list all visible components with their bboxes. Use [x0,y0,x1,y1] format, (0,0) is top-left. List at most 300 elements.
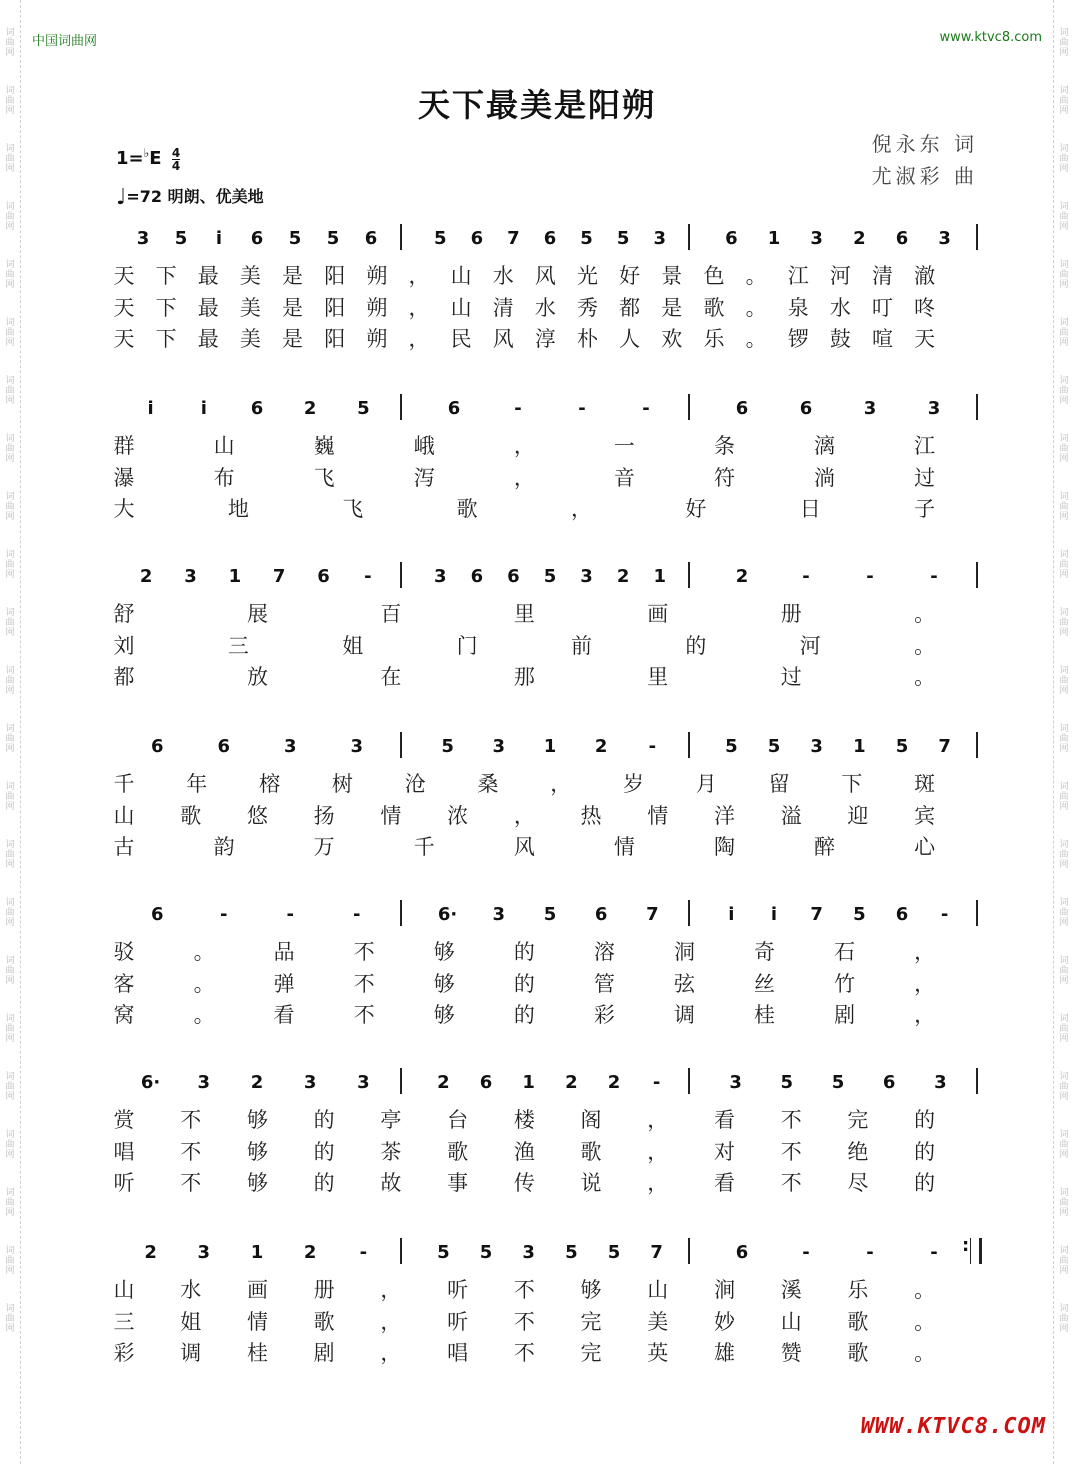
strip-text: 词 曲 网 [5,434,15,464]
lyric-char: 画 [246,1278,268,1302]
barline [400,1068,402,1094]
note-token: 7 [507,228,520,249]
note-token: - [353,904,361,925]
strip-text: 词 曲 网 [5,260,15,290]
note-token: 2 [616,566,630,587]
lyric-line [0,430,1074,460]
lyric-char: ， [914,972,936,996]
lyric-char: 过 [914,466,936,490]
lyric-char: 天 [113,296,135,320]
lyric-char: 月 [695,772,717,796]
lyric-char: 歌 [180,804,202,828]
lyric-line [0,1136,1074,1166]
quarter-note-icon: ♩ [116,185,127,210]
lyric-char: 调 [180,1341,202,1365]
note-token: 5 [437,1242,450,1263]
note-token: 1 [853,736,866,757]
lyric-line [0,1104,1074,1134]
notation-row [0,1066,1074,1098]
strip-text: 词 曲 网 [1059,608,1069,638]
key-signature [116,146,180,172]
note-token: 3 [653,228,666,249]
lyric-char: 音 [613,466,635,490]
note-token: 5 [543,566,557,587]
lyric-char: 锣 [787,327,809,351]
strip-text: 词 曲 网 [5,1188,15,1218]
lyric-char: 够 [246,1140,268,1164]
score-system [0,1066,1074,1206]
strip-text: 词 曲 网 [5,898,15,928]
lyric-char: 的 [513,972,535,996]
lyric-char: 尽 [847,1171,869,1195]
lyric-char: 。 [193,940,215,964]
note-token: 6 [447,398,461,419]
note-token: 3 [492,736,506,757]
lyric-char: ， [914,1003,936,1027]
barline [400,732,402,758]
lyric-char: 风 [492,327,514,351]
lyric-char: 涧 [713,1278,735,1302]
note-token: - [930,566,938,587]
strip-text: 词 曲 网 [1059,434,1069,464]
lyric-char: 。 [193,1003,215,1027]
lyric-char: 彩 [113,1341,135,1365]
lyric-char: 弹 [273,972,295,996]
note-token: 5 [357,398,370,419]
lyric-char: ， [513,466,535,490]
note-token: 5 [780,1072,794,1093]
lyric-char: 唱 [113,1140,135,1164]
lyric-char: 树 [331,772,353,796]
lyric-char: 乐 [847,1278,869,1302]
lyric-char: 榕 [259,772,281,796]
lyric-char: 迎 [847,804,869,828]
lyric-char: 看 [273,1003,295,1027]
lyric-char: 妙 [713,1310,735,1334]
lyric-char: 万 [313,835,335,859]
lyric-char: 热 [580,804,602,828]
strip-text: 词 曲 网 [1059,28,1069,58]
note-token: - [652,1072,661,1093]
note-token: 6· [437,904,458,925]
lyric-char: 桑 [477,772,499,796]
lyric-char: 石 [834,940,856,964]
lyric-char: 情 [380,804,402,828]
lyric-char: 水 [492,264,514,288]
lyric-char: 最 [197,327,219,351]
lyric-char: 在 [380,665,402,689]
score-system [0,898,1074,1038]
lyric-char: 歌 [847,1341,869,1365]
note-token: 3 [927,398,941,419]
lyric-char: 山 [113,1278,135,1302]
lyric-char: 奇 [754,940,775,964]
note-token: i [215,228,223,249]
lyric-char: 竹 [834,972,856,996]
note-token: 2 [303,398,317,419]
lyric-char: 看 [713,1108,735,1132]
note-token: - [802,566,810,587]
lyric-char: 是 [282,264,304,288]
lyric-line [0,968,1074,998]
lyric-char: 鼓 [829,327,851,351]
lyric-char: 三 [227,634,249,658]
lyric-char: 江 [787,264,809,288]
lyric-char: 不 [780,1171,802,1195]
lyric-char: 朴 [577,327,599,351]
lyric-char: 最 [197,296,219,320]
lyric-char: 群 [113,434,135,458]
lyric-char: 河 [829,264,851,288]
lyric-char: 不 [513,1278,535,1302]
note-token: 5 [831,1072,845,1093]
note-token: 2 [735,566,749,587]
lyric-char: 丝 [754,972,775,996]
lyric-char: 不 [353,940,375,964]
barline [688,394,690,420]
lyric-char: 美 [239,296,261,320]
lyric-char: 不 [780,1140,802,1164]
note-token: 2 [303,1242,317,1263]
strip-text: 词 曲 网 [1059,666,1069,696]
lyric-char: 传 [513,1171,535,1195]
lyric-char: 阳 [324,296,346,320]
strip-text: 词 曲 网 [5,782,15,812]
note-token: 6 [150,904,164,925]
strip-text: 词 曲 网 [5,376,15,406]
note-token: 3 [184,566,197,587]
lyric-char: 浓 [447,804,469,828]
strip-text: 词 曲 网 [5,550,15,580]
lyric-char: 泻 [413,466,435,490]
strip-text: 词 曲 网 [5,1072,15,1102]
note-token: - [866,1242,874,1263]
lyric-char: 都 [113,665,135,689]
lyric-char: 峨 [413,434,435,458]
lyric-char: 山 [213,434,235,458]
lyric-char: ， [513,804,535,828]
lyric-char: 朔 [366,264,388,288]
note-token: 5 [479,1242,493,1263]
site-name[interactable]: 中国词曲网 [32,34,98,49]
time-signature [172,147,180,172]
lyric-char: 清 [492,296,514,320]
strip-text: 词 曲 网 [1059,840,1069,870]
note-token: 2 [139,566,153,587]
lyric-char: 地 [227,497,249,521]
lyric-char: 清 [872,264,893,288]
site-url[interactable]: www.ktvc8.com [939,30,1042,45]
note-token: 1 [250,1242,264,1263]
lyric-char: ， [914,940,936,964]
time-denominator: 4 [171,158,181,173]
lyric-char: 歌 [456,497,478,521]
lyric-char: 不 [180,1140,202,1164]
note-token: 6 [895,904,909,925]
lyric-char: 够 [246,1171,268,1195]
lyric-char: 品 [273,940,295,964]
lyric-char: 最 [197,264,219,288]
note-token: 6 [725,228,738,249]
lyric-char: 悠 [246,804,268,828]
lyric-char: ， [513,434,535,458]
strip-text: 词 曲 网 [5,666,15,696]
strip-text: 词 曲 网 [1059,1014,1069,1044]
note-token: 5 [607,1242,621,1263]
strip-text: 词 曲 网 [1059,144,1069,174]
lyric-char: 朔 [366,327,388,351]
note-token: i [147,398,154,419]
note-token: - [514,398,522,419]
lyric-char: 溶 [593,940,615,964]
strip-text: 词 曲 网 [5,724,15,754]
lyric-char: 歌 [703,296,725,320]
strip-text: 词 曲 网 [1059,318,1069,348]
barline [688,900,690,926]
lyric-char: 山 [780,1310,802,1334]
lyric-char: 桂 [754,1003,775,1027]
strip-text: 词 曲 网 [5,840,15,870]
lyric-char: 醉 [814,835,836,859]
note-token: - [286,904,294,925]
strip-text: 词 曲 网 [5,28,15,58]
lyric-char: 够 [580,1278,602,1302]
lyric-char: 歌 [847,1310,869,1334]
lyric-char: 心 [914,835,936,859]
lyric-char: ， [380,1341,402,1365]
note-token: 6 [150,736,164,757]
note-token: 7 [810,904,823,925]
note-token: 6 [250,398,264,419]
lyric-char: 下 [155,264,177,288]
lyric-line [0,1167,1074,1197]
note-token: 1 [228,566,242,587]
lyric-char: 阳 [324,264,346,288]
lyric-char: 不 [513,1341,535,1365]
note-token: 3 [580,566,593,587]
note-token: 6 [594,904,608,925]
lyric-char: 英 [647,1341,669,1365]
note-token: - [648,736,657,757]
lyric-char: 欢 [661,327,683,351]
note-token: 5 [288,228,302,249]
strip-text: 词 曲 网 [1059,492,1069,522]
lyric-char: 山 [113,804,135,828]
note-token: 3 [938,228,951,249]
lyric-char: 天 [113,264,135,288]
strip-text: 词 曲 网 [5,1014,15,1044]
lyric-line [0,493,1074,523]
note-token: - [364,566,372,587]
lyric-char: 美 [239,327,261,351]
note-token: - [930,1242,938,1263]
notation-row [0,898,1074,930]
barline [976,394,978,420]
lyric-char: ， [408,327,430,351]
lyric-char: 不 [513,1310,535,1334]
lyric-char: 剧 [313,1341,335,1365]
lyric-char: 日 [799,497,821,521]
lyric-char: 山 [450,264,472,288]
lyric-char: 的 [513,940,535,964]
barline [976,562,978,588]
lyric-char: 歌 [580,1140,602,1164]
lyric-char: 宾 [914,804,936,828]
lyric-line [0,1337,1074,1367]
lyric-char: 大 [113,497,135,521]
strip-text: 词 曲 网 [1059,956,1069,986]
lyric-char: 人 [619,327,641,351]
note-token: 3 [357,1072,370,1093]
lyric-char: 唱 [447,1341,469,1365]
note-token: 1 [653,566,666,587]
lyric-line [0,936,1074,966]
note-token: 7 [650,1242,663,1263]
note-token: i [200,398,207,419]
lyric-char: 情 [647,804,669,828]
note-token: 3 [729,1072,742,1093]
lyric-char: 下 [155,327,177,351]
lyric-char: 瀑 [113,466,135,490]
strip-text: 词 曲 网 [5,1130,15,1160]
lyric-char: 沧 [404,772,426,796]
note-token: 6 [250,228,264,249]
lyric-char: 册 [313,1278,335,1302]
tempo-value: =72 [126,187,163,206]
lyric-char: 。 [745,296,767,320]
lyric-char: 千 [113,772,135,796]
lyric-char: 年 [186,772,208,796]
lyric-char: 管 [593,972,615,996]
lyric-char: ， [647,1108,669,1132]
lyric-char: 。 [914,1341,936,1365]
score-system [0,560,1074,700]
lyric-char: 的 [513,1003,535,1027]
note-token: 6 [799,398,813,419]
note-token: 6 [470,228,484,249]
lyric-char: 秀 [577,296,599,320]
note-token: 2 [607,1072,621,1093]
lyric-char: 水 [829,296,851,320]
note-token: - [940,904,949,925]
lyric-char: 淌 [814,466,836,490]
notation-row [0,730,1074,762]
note-token: 6 [479,1072,493,1093]
lyric-char: 不 [780,1108,802,1132]
lyric-char: 布 [213,466,235,490]
strip-text: 词 曲 网 [5,608,15,638]
note-token: 5 [580,228,593,249]
note-token: 3 [283,736,297,757]
lyric-line [0,260,1074,290]
lyric-char: 绝 [847,1140,869,1164]
notation-row [0,560,1074,592]
lyric-char: 听 [113,1171,135,1195]
lyric-char: 是 [661,296,683,320]
lyric-char: 不 [180,1171,202,1195]
lyric-char: 姐 [180,1310,202,1334]
lyric-char: 好 [685,497,707,521]
barline [688,1068,690,1094]
barline [688,562,690,588]
lyric-char: 的 [914,1108,936,1132]
lyric-char: 不 [180,1108,202,1132]
barline [400,562,402,588]
note-token: i [728,904,735,925]
note-token: i [770,904,778,925]
lyric-char: 门 [456,634,478,658]
note-token: 6 [735,398,749,419]
barline [976,224,978,250]
song-title: 天下最美是阳朔 [417,86,656,124]
note-token: 2 [853,228,866,249]
lyric-char: 里 [647,665,669,689]
lyric-char: 的 [685,634,707,658]
lyric-char: ， [647,1171,669,1195]
lyric-char: 山 [450,296,472,320]
score-system [0,730,1074,870]
lyric-char: 风 [513,835,535,859]
time-numerator: 4 [171,145,181,160]
lyric-line [0,661,1074,691]
lyric-char: 天 [113,327,135,351]
note-token: 2 [250,1072,264,1093]
strip-text: 词 曲 网 [1059,898,1069,928]
flat-symbol: ♭ [143,146,150,160]
note-token: 5 [895,736,909,757]
lyric-char: 民 [450,327,472,351]
lyric-char: 弦 [673,972,695,996]
lyric-char: ， [408,296,430,320]
lyric-char: 是 [282,296,304,320]
strip-text: 词 曲 网 [5,492,15,522]
note-token: 6 [882,1072,896,1093]
lyric-char: 剧 [834,1003,856,1027]
lyric-char: 的 [914,1140,936,1164]
lyric-line [0,768,1074,798]
lyric-char: 赏 [113,1108,135,1132]
lyric-char: 姐 [342,634,364,658]
lyric-char: 驳 [113,940,135,964]
lyricist-credit: 倪永东 词 [871,132,978,156]
lyric-char: 调 [673,1003,695,1027]
strip-text: 词 曲 网 [1059,1188,1069,1218]
strip-text: 词 曲 网 [1059,1130,1069,1160]
note-token: 6 [317,566,330,587]
lyric-char: 条 [713,434,735,458]
lyric-char: ， [647,1140,669,1164]
lyric-line [0,999,1074,1029]
lyric-char: 阁 [580,1108,602,1132]
strip-text: 词 曲 网 [1059,202,1069,232]
note-token: 3 [197,1072,211,1093]
lyric-char: 乐 [703,327,725,351]
watermark-url: WWW.KTVC8.COM [860,1414,1046,1439]
lyric-char: 水 [180,1278,202,1302]
key-prefix: 1= [116,148,144,169]
barline [400,900,402,926]
note-token: - [359,1242,368,1263]
note-token: 5 [565,1242,578,1263]
notation-row [0,1236,1074,1268]
note-token: 1 [543,736,557,757]
score-system [0,392,1074,532]
lyric-line [0,800,1074,830]
lyric-char: 够 [433,1003,455,1027]
barline [400,224,402,250]
lyric-char: 的 [313,1171,335,1195]
lyric-char: 楼 [513,1108,535,1132]
